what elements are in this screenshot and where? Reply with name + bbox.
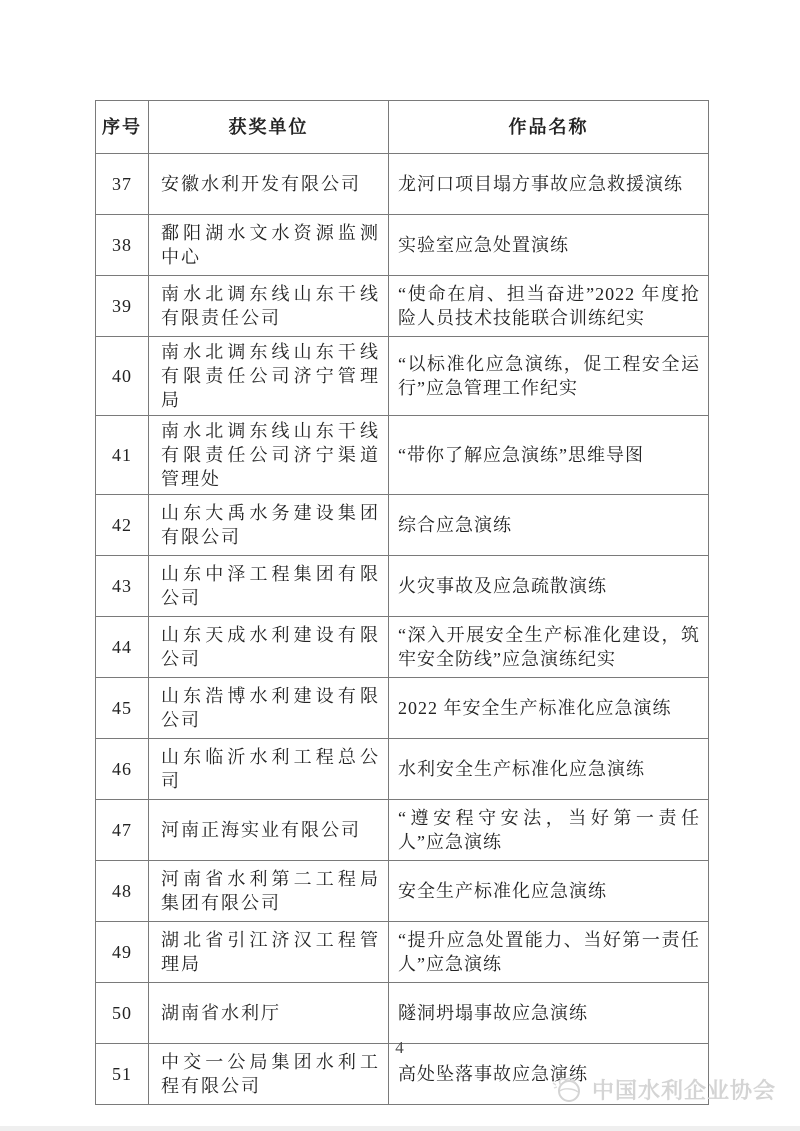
cell-work-title: 安全生产标准化应急演练 xyxy=(389,861,709,922)
cell-serial-number: 41 xyxy=(96,416,149,495)
table-row xyxy=(96,337,709,416)
watermark-text: 中国水利企业协会 xyxy=(591,1078,776,1103)
table-row xyxy=(96,800,709,861)
cell-award-unit: 鄱阳湖水文水资源监测中心 xyxy=(149,215,389,276)
association-logo-icon xyxy=(549,1075,585,1105)
cell-work-title: 综合应急演练 xyxy=(389,495,709,556)
table-row xyxy=(96,739,709,800)
table-row xyxy=(96,416,709,495)
table-row xyxy=(96,922,709,983)
cell-award-unit: 湖北省引江济汉工程管理局 xyxy=(149,922,389,983)
table-row xyxy=(96,861,709,922)
cell-serial-number: 45 xyxy=(96,678,149,739)
page-bottom-edge xyxy=(0,1126,800,1131)
cell-work-title: 实验室应急处置演练 xyxy=(389,215,709,276)
cell-serial-number: 44 xyxy=(96,617,149,678)
cell-work-title: 高处坠落事故应急演练 xyxy=(389,1044,709,1105)
cell-work-title: 龙河口项目塌方事故应急救援演练 xyxy=(389,154,709,215)
cell-award-unit: 中交一公局集团水利工程有限公司 xyxy=(149,1044,389,1105)
table-row xyxy=(96,276,709,337)
header-serial-number: 序号 xyxy=(96,101,149,154)
cell-serial-number: 43 xyxy=(96,556,149,617)
header-award-unit: 获奖单位 xyxy=(149,101,389,154)
cell-serial-number: 40 xyxy=(96,337,149,416)
cell-award-unit: 南水北调东线山东干线有限责任公司济宁渠道管理处 xyxy=(149,416,389,495)
table-row xyxy=(96,556,709,617)
table-row xyxy=(96,983,709,1044)
cell-award-unit: 河南省水利第二工程局集团有限公司 xyxy=(149,861,389,922)
cell-serial-number: 51 xyxy=(96,1044,149,1105)
cell-serial-number: 50 xyxy=(96,983,149,1044)
cell-work-title: “带你了解应急演练”思维导图 xyxy=(389,416,709,495)
table-row xyxy=(96,617,709,678)
cell-serial-number: 48 xyxy=(96,861,149,922)
cell-work-title: 2022 年安全生产标准化应急演练 xyxy=(389,678,709,739)
cell-work-title: “以标准化应急演练，促工程安全运行”应急管理工作纪实 xyxy=(389,337,709,416)
table-row xyxy=(96,154,709,215)
awards-table xyxy=(95,100,709,1105)
table-row xyxy=(96,678,709,739)
cell-award-unit: 湖南省水利厅 xyxy=(149,983,389,1044)
cell-award-unit: 南水北调东线山东干线有限责任公司济宁管理局 xyxy=(149,337,389,416)
cell-serial-number: 38 xyxy=(96,215,149,276)
cell-serial-number: 49 xyxy=(96,922,149,983)
table-header-row xyxy=(96,101,709,154)
cell-work-title: “使命在肩、担当奋进”2022 年度抢险人员技术技能联合训练纪实 xyxy=(389,276,709,337)
cell-award-unit: 南水北调东线山东干线有限责任公司 xyxy=(149,276,389,337)
cell-work-title: “遵安程守安法，当好第一责任人”应急演练 xyxy=(389,800,709,861)
table-row xyxy=(96,215,709,276)
cell-award-unit: 山东临沂水利工程总公司 xyxy=(149,739,389,800)
cell-serial-number: 42 xyxy=(96,495,149,556)
watermark xyxy=(549,1074,776,1105)
page-number: 4 xyxy=(395,1038,405,1057)
cell-work-title: 水利安全生产标准化应急演练 xyxy=(389,739,709,800)
cell-award-unit: 山东浩博水利建设有限公司 xyxy=(149,678,389,739)
cell-award-unit: 安徽水利开发有限公司 xyxy=(149,154,389,215)
cell-work-title: “深入开展安全生产标准化建设，筑牢安全防线”应急演练纪实 xyxy=(389,617,709,678)
cell-award-unit: 山东天成水利建设有限公司 xyxy=(149,617,389,678)
cell-award-unit: 山东中泽工程集团有限公司 xyxy=(149,556,389,617)
cell-serial-number: 47 xyxy=(96,800,149,861)
cell-serial-number: 37 xyxy=(96,154,149,215)
cell-serial-number: 46 xyxy=(96,739,149,800)
cell-work-title: 火灾事故及应急疏散演练 xyxy=(389,556,709,617)
cell-award-unit: 河南正海实业有限公司 xyxy=(149,800,389,861)
cell-work-title: 隧洞坍塌事故应急演练 xyxy=(389,983,709,1044)
cell-serial-number: 39 xyxy=(96,276,149,337)
cell-award-unit: 山东大禹水务建设集团有限公司 xyxy=(149,495,389,556)
table-row xyxy=(96,495,709,556)
header-work-title: 作品名称 xyxy=(389,101,709,154)
cell-work-title: “提升应急处置能力、当好第一责任人”应急演练 xyxy=(389,922,709,983)
